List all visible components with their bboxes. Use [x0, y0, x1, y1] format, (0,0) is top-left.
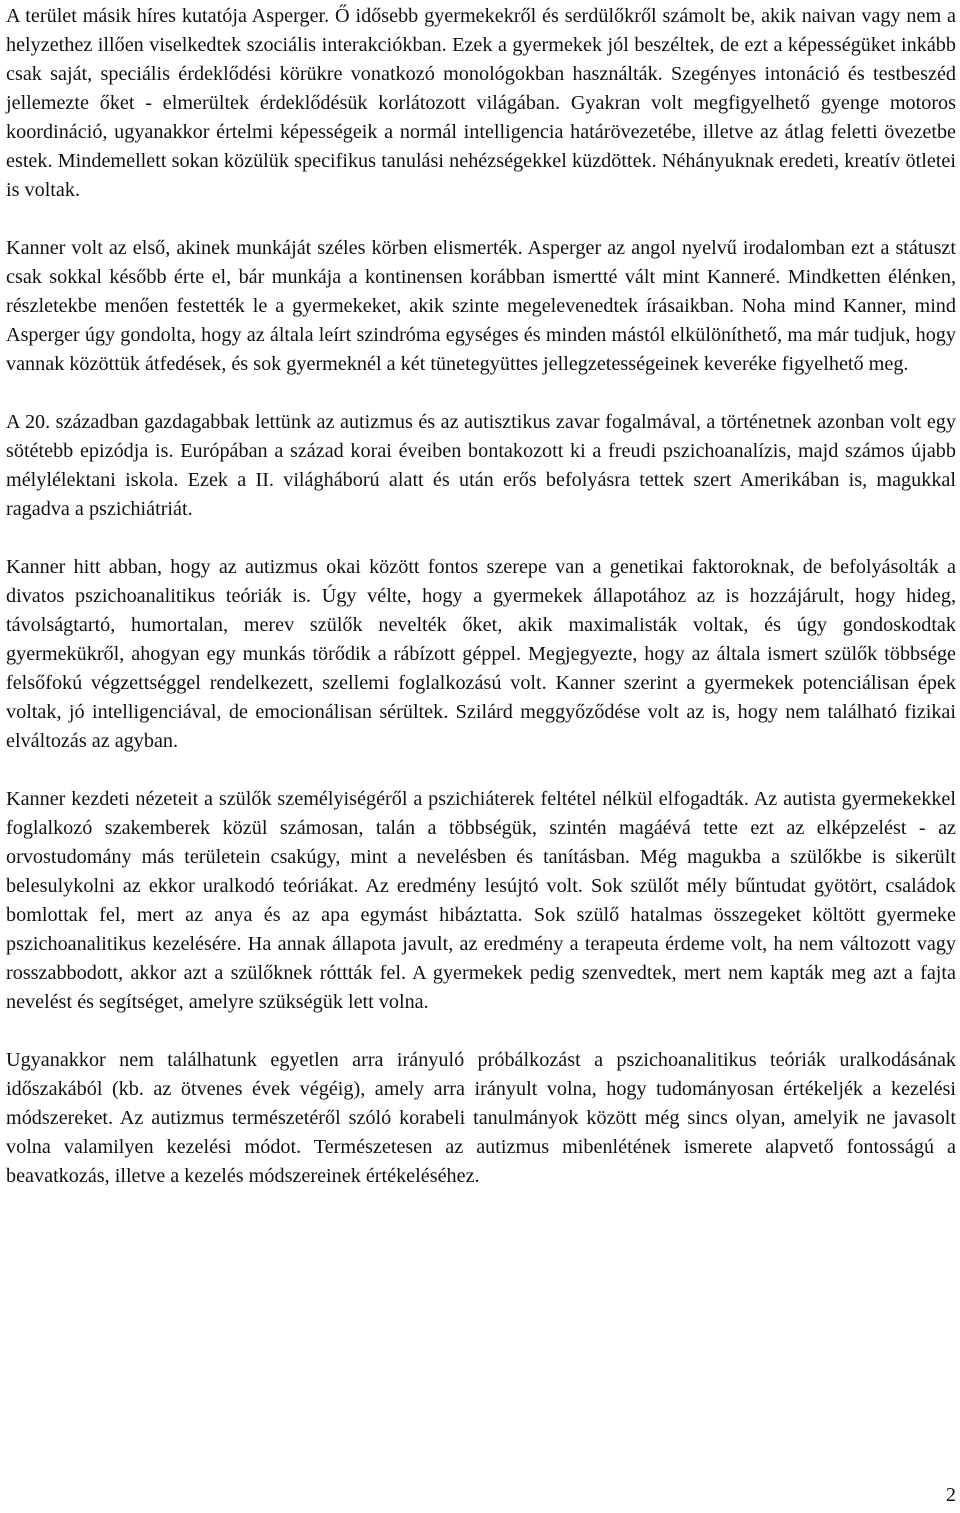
paragraph-kanner-genetics: Kanner hitt abban, hogy az autizmus okai között fontos szerepe van a genetikai faktoroknak, de befolyásolták a divatos pszichoanalitikus teóriák is. Úgy vélte, hogy a gyermekek állapotához az is hozzájárult, hogy hideg, távolságtartó, humortalan, merev szülők nevelték őket, akik maximalisták voltak, és úgy gondoskodtak gyermekükről, ahogyan egy munkás törődik a rábízott géppel. Megjegyezte, hogy az általa ismert szülők többsége felsőfokú végzettséggel rendelkezett, szellemi foglalkozású volt. Kanner szerint a gyermekek potenciálisan épek voltak, jó intelligenciával, de emocionálisan sérültek. Szilárd meggyőződése volt az is, hogy nem található fizikai elváltozás az agyban.: [6, 556, 956, 752]
paragraph-parent-views: Kanner kezdeti nézeteit a szülők személyiségéről a pszichiáterek feltétel nélkül elfogadták. Az autista gyermekekkel foglalkozó szakemberek közül számosan, talán a többségük, szintén magáévá tette ezt az elképzelést - az orvostudomány más területein csakúgy, mint a nevelésben és tanításban. Még magukba a szülőkbe is sikerült belesulykolni az ekkor uralkodó teóriákat. Az eredmény lesújtó volt. Sok szülőt mély bűntudat gyötört, családok bomlottak fel, mert az anya és az apa egymást hibáztatta. Sok szülő hatalmas összegeket költött gyermeke pszichoanalitikus kezelésére. Ha annak állapota javult, az eredmény a terapeuta érdeme volt, ha nem változott vagy rosszabbodott, akkor azt a szülőknek róttták fel. A gyermekek pedig szenvedtek, mert nem kapták meg azt a fajta nevelést és segítséget, amelyre szükségük lett volna.: [6, 788, 956, 1013]
paragraph-20th-century: A 20. században gazdagabbak lettünk az autizmus és az autisztikus zavar fogalmával, a történetnek azonban volt egy sötétebb epizódja is. Európában a század korai éveiben bontakozott ki a freudi pszichoanalízis, majd számos újabb mélylélektani iskola. Ezek a II. világháború alatt és után erős befolyásra tettek szert Amerikában is, magukkal ragadva a pszichiátriát.: [6, 411, 956, 520]
paragraph-treatment-evaluation: Ugyanakkor nem találhatunk egyetlen arra irányuló próbálkozást a pszichoanalitikus teóriák uralkodásának időszakából (kb. az ötvenes évek végéig), amely arra irányult volna, hogy tudományosan értékeljék a kezelési módszereket. Az autizmus természetéről szóló korabeli tanulmányok között még sincs olyan, amelyik ne javasolt volna valamilyen kezelési módot. Természetesen az autizmus mibenlétének ismerete alapvető fontosságú a beavatkozás, illetve a kezelés módszereinek értékeléséhez.: [6, 1049, 956, 1187]
paragraph-asperger: A terület másik híres kutatója Asperger. Ő idősebb gyermekekről és serdülőkről számolt be, akik naivan vagy nem a helyzethez illően viselkedtek szociális interakciókban. Ezek a gyermekek jól beszéltek, de ezt a képességüket inkább csak saját, speciális érdeklődési körükre vonatkozó monológokban használták. Szegényes intonáció és testbeszéd jellemezte őket - elmerültek érdeklődésük korlátozott világában. Gyakran volt megfigyelhető gyenge motoros koordináció, ugyanakkor értelmi képességeik a normál intelligencia határövezetébe, illetve az átlag feletti övezetbe estek. Mindemellett sokan közülük specifikus tanulási nehézségekkel küzdöttek. Néhányuknak eredeti, kreatív ötletei is voltak.: [6, 5, 956, 201]
paragraph-kanner-recognition: Kanner volt az első, akinek munkáját széles körben elismerték. Asperger az angol nyelvű irodalomban ezt a státuszt csak sokkal később érte el, bár munkája a kontinensen korábban ismertté vált mint Kanneré. Mindketten élénken, részletekbe menően festették le a gyermekeket, akik szinte megelevenedtek írásaikban. Noha mind Kanner, mind Asperger úgy gondolta, hogy az általa leírt szindróma egységes és minden mástól elkülöníthető, ma már tudjuk, hogy vannak közöttük átfedések, és sok gyermeknél a két tünetegyüttes jellegzetességeinek keveréke figyelhető meg.: [6, 237, 956, 375]
document-page: [6, 2, 956, 1220]
page-number: 2: [945, 1484, 956, 1506]
